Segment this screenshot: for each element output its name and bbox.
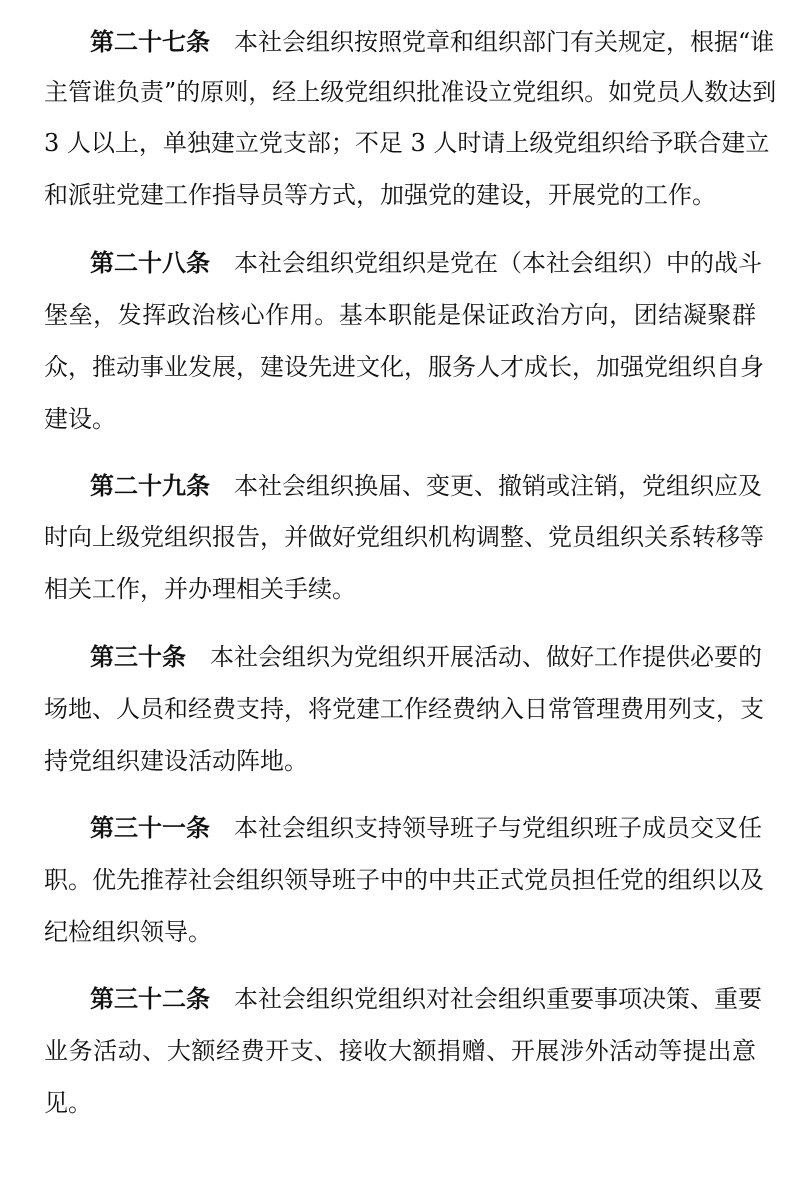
article-28-line-4: 建设。 [44,405,116,433]
article-30-line-2: 场地、人员和经费支持，将党建工作经费纳入日常管理费用列支，支 [44,695,764,723]
article-28-line-2: 堡垒，发挥政治核心作用。基本职能是保证政治方向，团结凝聚群 [44,301,756,329]
article-30-line-1 [90,637,762,677]
article-27-line-2: 主管谁负责”的原则，经上级党组织批准设立党组织。如党员人数达到 [44,78,777,106]
article-29-heading: 第二十九条 [90,472,210,500]
article-27-line-4: 和派驻党建工作指导员等方式，加强党的建设，开展党的工作。 [44,181,716,209]
article-27-text-1: 本社会组织按照党章和组织部门有关规定，根据“谁 [234,28,775,56]
article-31-heading: 第三十一条 [90,814,210,842]
article-29-line-2: 时向上级党组织报告，并做好党组织机构调整、党员组织关系转移等 [44,523,764,551]
article-30-text-1: 本社会组织为党组织开展活动、做好工作提供必要的 [210,643,762,671]
article-29-line-1 [90,466,762,506]
article-32-text-1: 本社会组织党组织对社会组织重要事项决策、重要 [234,985,762,1013]
article-27-line-3: 3 人以上，单独建立党支部；不足 3 人时请上级党组织给予联合建立 [44,129,770,157]
article-31-line-1 [90,808,762,848]
article-28-line-3: 众，推动事业发展，建设先进文化，服务人才成长，加强党组织自身 [44,353,764,381]
article-30-line-3: 持党组织建设活动阵地。 [44,747,308,775]
article-27-line-1 [90,22,775,62]
article-32-line-1 [90,979,762,1019]
article-28-text-1: 本社会组织党组织是党在（本社会组织）中的战斗 [234,249,762,277]
article-28-heading: 第二十八条 [90,249,210,277]
article-32-line-2: 业务活动、大额经费开支、接收大额捐赠、开展涉外活动等提出意 [44,1037,756,1065]
article-28-line-1 [90,243,762,283]
article-31-text-1: 本社会组织支持领导班子与党组织班子成员交叉任 [234,814,762,842]
article-27-heading: 第二十七条 [90,28,210,56]
article-31-line-2: 职。优先推荐社会组织领导班子中的中共正式党员担任党的组织以及 [44,866,764,894]
article-29-line-3: 相关工作，并办理相关手续。 [44,575,356,603]
article-30-heading: 第三十条 [90,643,186,671]
article-31-line-3: 纪检组织领导。 [44,918,212,946]
article-32-heading: 第三十二条 [90,985,210,1013]
article-32-line-3: 见。 [44,1089,92,1117]
article-29-text-1: 本社会组织换届、变更、撤销或注销，党组织应及 [234,472,762,500]
